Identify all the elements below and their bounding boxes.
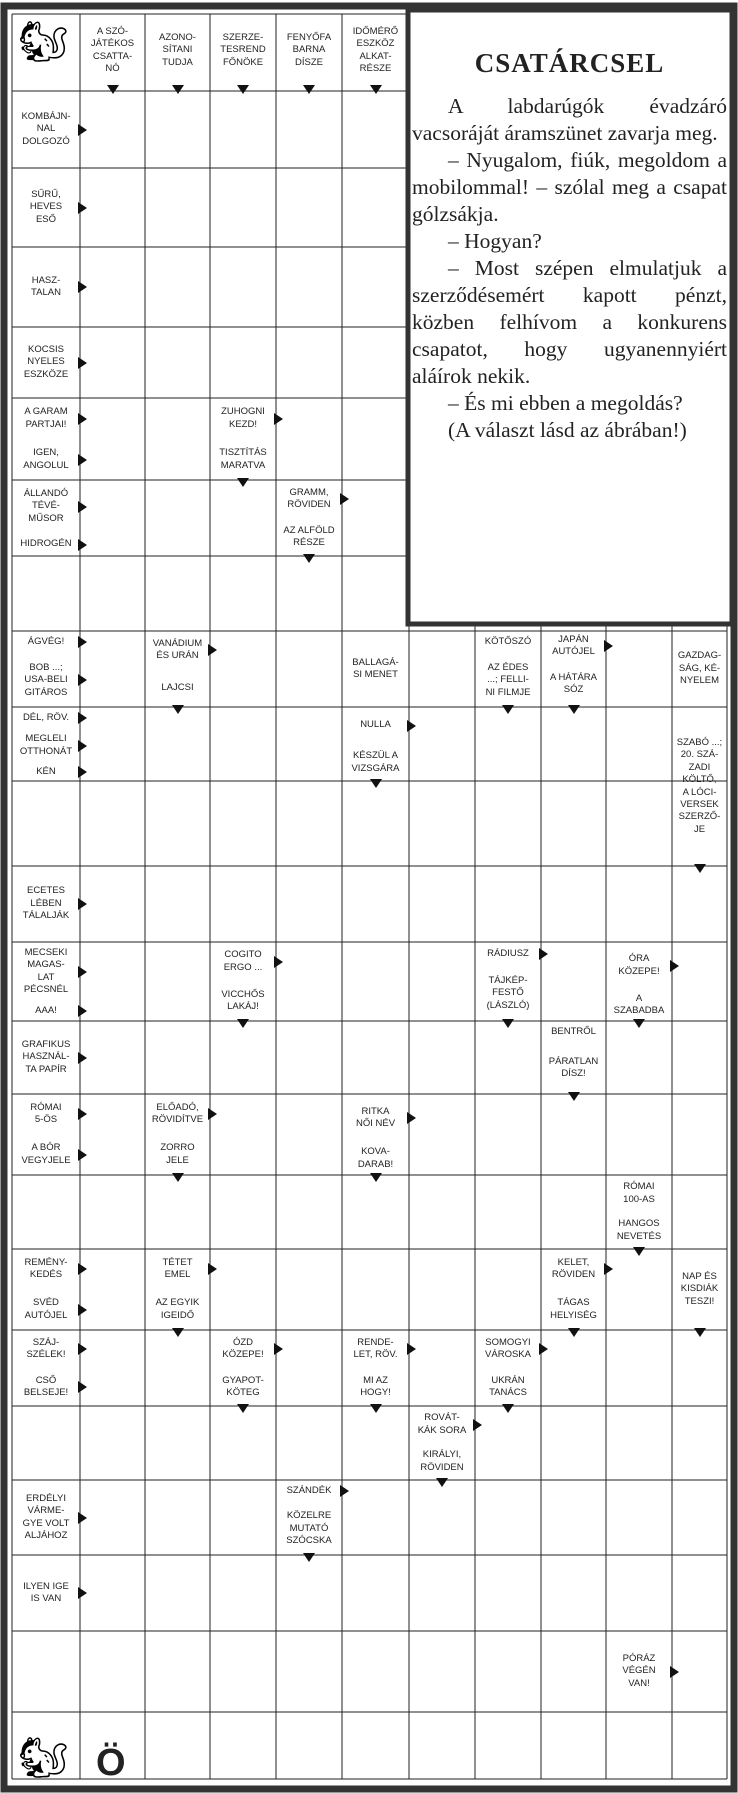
clue-cell: IGEN, ANGOLUL xyxy=(23,447,69,471)
arrow-icon xyxy=(633,1019,645,1028)
clue-cell: NAP ÉS KISDIÁK TESZI! xyxy=(680,1270,719,1307)
clue-cell: CSŐ BELSEJE! xyxy=(23,1374,69,1398)
clue-cell: RENDE- LET, RÖV. xyxy=(353,1336,398,1360)
story-paragraph: – Most szépen elmulatjuk a szerződésemért kapott pénzt, közben felhívom a konkurens csapatot, hogy ugyanennyiért aláírok nekik. xyxy=(412,256,727,388)
arrow-icon xyxy=(436,1478,448,1487)
clue-cell: LAJCSI xyxy=(161,681,194,693)
clue-cell: ELŐADÓ, RÖVIDÍTVE xyxy=(151,1101,204,1126)
clue-cell: DÉL, RÖV. xyxy=(22,711,70,723)
arrow-icon xyxy=(568,705,580,714)
clue-cell: ROVÁT- KÁK SORA xyxy=(417,1412,467,1436)
arrow-icon xyxy=(539,1343,548,1355)
clue-cell: GRAMM, RÖVIDEN xyxy=(287,486,331,510)
arrow-icon xyxy=(107,85,119,94)
clue-cell: A HÁTÁRA SÓZ xyxy=(550,671,597,696)
arrow-icon xyxy=(78,357,87,369)
clue-cell: TÁJKÉP- FESTŐ (LÁSZLÓ) xyxy=(486,974,530,1011)
arrow-icon xyxy=(303,85,315,94)
arrow-icon xyxy=(208,1263,217,1275)
arrow-icon xyxy=(78,281,87,293)
clue-cell: RITKA NŐI NÉV xyxy=(355,1105,396,1130)
arrow-icon xyxy=(78,712,87,724)
clue-cell: AAA! xyxy=(35,1004,57,1016)
clue-cell: KOMBÁJN- NAL DOLGOZÓ xyxy=(21,110,71,147)
clue-cell: TISZTÍTÁS MARATVA xyxy=(219,447,267,471)
arrow-icon xyxy=(78,1304,87,1316)
clue-cell: AZONO- SÍTANI TUDJA xyxy=(159,31,196,68)
clue-cell: KÖZELRE MUTATÓ SZÓCSKA xyxy=(286,1510,332,1546)
arrow-icon xyxy=(78,539,87,551)
arrow-icon xyxy=(670,1666,679,1678)
arrow-icon xyxy=(633,1247,645,1256)
squirrel-icon-bottom: 🐿 xyxy=(18,1736,69,1780)
arrow-icon xyxy=(78,202,87,214)
arrow-icon xyxy=(473,1419,482,1431)
arrow-icon xyxy=(78,740,87,752)
clue-cell: BOB ...; USA-BELI GITÁROS xyxy=(24,661,68,698)
clue-cell: SZÁNDÉK xyxy=(286,1485,332,1497)
arrow-icon xyxy=(237,1404,249,1413)
arrow-icon xyxy=(78,1263,87,1275)
arrow-icon xyxy=(78,454,87,466)
arrow-icon xyxy=(78,966,87,978)
clue-cell: ILYEN IGE IS VAN xyxy=(23,1580,69,1604)
arrow-icon xyxy=(237,85,249,94)
clue-cell: GYAPOT- KÖTEG xyxy=(222,1374,264,1398)
arrow-icon xyxy=(604,1263,613,1275)
clue-cell: TÉTET EMEL xyxy=(162,1256,193,1281)
clue-cell: SZABÓ ...; 20. SZÁ- ZADI KÖLTŐ, A LÓCI- VERSEK SZERZŐ- JE xyxy=(676,737,723,835)
clue-cell: ÁLLANDÓ TÉVÉ- MŰSOR xyxy=(23,488,69,524)
arrow-icon xyxy=(78,124,87,136)
corner-letter: Ö xyxy=(96,1742,126,1784)
arrow-icon xyxy=(78,1343,87,1355)
clue-cell: ERDÉLYI VÁRME- GYE VOLT ALJÁHOZ xyxy=(22,1492,70,1541)
arrow-icon xyxy=(78,1149,87,1161)
arrow-icon xyxy=(78,636,87,648)
clue-cell: ÓZD KÖZEPE! xyxy=(222,1336,264,1360)
arrow-icon xyxy=(370,85,382,94)
arrow-icon xyxy=(303,554,315,563)
clue-cell: KOCSIS NYELES ESZKÖZE xyxy=(23,343,69,380)
clue-cell: A GARAM PARTJAI! xyxy=(24,406,68,430)
clue-cell: RÓMAI 100-AS xyxy=(623,1181,655,1205)
clue-cell: RÓMAI 5-ÖS xyxy=(30,1101,62,1126)
story-paragraph: – Nyugalom, fiúk, megoldom a mobilommal! – szólal meg a csapat gólzsákja. xyxy=(412,148,727,226)
arrow-icon xyxy=(407,720,416,732)
arrow-icon xyxy=(407,1112,416,1124)
clue-cell: ÁGVÉG! xyxy=(27,636,65,648)
clue-cell: KELET, RÖVIDEN xyxy=(551,1256,596,1281)
clue-cell: PÁRATLAN DÍSZ! xyxy=(548,1056,599,1080)
clue-cell: SŰRŰ, HEVES ESŐ xyxy=(29,188,63,225)
arrow-icon xyxy=(303,1553,315,1562)
arrow-icon xyxy=(568,1328,580,1337)
clue-cell: KIRÁLYI, RÖVIDEN xyxy=(420,1449,464,1473)
arrow-icon xyxy=(78,766,87,778)
clue-cell: REMÉNY- KEDÉS xyxy=(24,1256,68,1281)
arrow-icon xyxy=(78,1052,87,1064)
arrow-icon xyxy=(274,1343,283,1355)
arrow-icon xyxy=(172,705,184,714)
story-paragraph: – És mi ebben a megoldás? xyxy=(448,391,683,415)
clue-cell: A BÓR VEGYJELE xyxy=(21,1142,71,1166)
arrow-icon xyxy=(78,1108,87,1120)
arrow-icon xyxy=(370,1173,382,1182)
clue-cell: KOVA- DARAB! xyxy=(357,1146,394,1170)
arrow-icon xyxy=(78,898,87,910)
clue-cell: VICCHŐS LAKÁJ! xyxy=(221,988,265,1013)
arrow-icon xyxy=(370,779,382,788)
clue-cell: JAPÁN AUTÓJEL xyxy=(552,633,595,658)
arrow-icon xyxy=(502,705,514,714)
clue-cell: A SZÓ- JÁTÉKOS CSATTA- NÓ xyxy=(90,25,135,74)
clue-cell: AZ EGYIK IGEIDŐ xyxy=(155,1297,200,1321)
arrow-icon xyxy=(78,413,87,425)
clue-cell: COGITO ERGO ... xyxy=(223,949,263,973)
story-paragraph: – Hogyan? xyxy=(448,229,542,253)
story-paragraph: A labdarúgók évadzáró vacsoráját áramszünet zavarja meg. xyxy=(412,94,727,145)
clue-cell: ECETES LÉBEN TÁLALJÁK xyxy=(22,885,70,922)
clue-cell: HANGOS NEVETÉS xyxy=(616,1218,662,1242)
clue-cell: MECSEKI MAGAS- LAT PÉCSNÉL xyxy=(23,946,69,995)
clue-cell: TÁGAS HELYISÉG xyxy=(550,1297,597,1321)
arrow-icon xyxy=(340,493,349,505)
arrow-icon xyxy=(694,1328,706,1337)
clue-cell: UKRÁN TANÁCS xyxy=(489,1374,527,1398)
arrow-icon xyxy=(78,1005,87,1017)
clue-cell: RÁDIUSZ xyxy=(487,947,529,959)
clue-cell: BENTRŐL xyxy=(551,1025,596,1037)
clue-cell: GRAFIKUS HASZNÁL- TA PAPÍR xyxy=(21,1038,71,1075)
arrow-icon xyxy=(237,478,249,487)
clue-cell: HASZ- TALAN xyxy=(31,274,61,298)
arrow-icon xyxy=(78,501,87,513)
arrow-icon xyxy=(407,1343,416,1355)
squirrel-icon-top: 🐿 xyxy=(18,20,69,64)
clue-cell: NULLA xyxy=(360,719,391,731)
arrow-icon xyxy=(670,960,679,972)
clue-cell: SZERZE- TESREND FŐNÖKE xyxy=(220,31,266,68)
clue-cell: HIDROGÉN xyxy=(20,538,72,550)
clue-cell: GAZDAG- SÁG, KÉ- NYELEM xyxy=(677,650,722,687)
arrow-icon xyxy=(208,644,217,656)
arrow-icon xyxy=(539,948,548,960)
arrow-icon xyxy=(78,674,87,686)
story-title: CSATÁRCSEL xyxy=(474,48,665,78)
clue-cell: VANÁDIUM ÉS URÁN xyxy=(152,637,203,661)
clue-cell: KÉSZÜL A VIZSGÁRA xyxy=(351,750,400,774)
arrow-icon xyxy=(568,1092,580,1101)
arrow-icon xyxy=(604,640,613,652)
clue-cell: ZORRO JELE xyxy=(160,1142,195,1166)
arrow-icon xyxy=(694,864,706,873)
clue-cell: A SZABADBA xyxy=(613,992,665,1017)
clue-cell: MEGLELI OTTHONÁT xyxy=(19,733,73,757)
clue-cell: IDŐMÉRŐ ESZKÖZ ALKAT- RÉSZE xyxy=(352,25,399,74)
story-paragraph: (A választ lásd az ábrában!) xyxy=(448,418,687,442)
arrow-icon xyxy=(502,1404,514,1413)
clue-cell: SVÉD AUTÓJEL xyxy=(24,1297,68,1321)
clue-cell: ZUHOGNI KEZD! xyxy=(221,406,265,430)
arrow-icon xyxy=(78,1512,87,1524)
clue-cell: SOMOGYI VÁROSKA xyxy=(485,1336,531,1360)
clue-cell: AZ ÉDES ...; FELLI- NI FILMJE xyxy=(485,661,531,698)
clue-cell: KÖTŐSZÓ xyxy=(484,636,532,648)
arrow-icon xyxy=(370,1404,382,1413)
arrow-icon xyxy=(502,1019,514,1028)
arrow-icon xyxy=(172,85,184,94)
arrow-icon xyxy=(274,956,283,968)
clue-cell: ÓRA KÖZEPE! xyxy=(618,953,660,977)
arrow-icon xyxy=(340,1485,349,1497)
arrow-icon xyxy=(237,1019,249,1028)
clue-cell: PÓRÁZ VÉGÉN VAN! xyxy=(622,1652,656,1689)
clue-cell: KÉN xyxy=(36,765,56,777)
clue-cell: SZÁJ- SZÉLEK! xyxy=(26,1336,66,1360)
arrow-icon xyxy=(78,1587,87,1599)
arrow-icon xyxy=(78,1381,87,1393)
clue-cell: BALLAGÁ- SI MENET xyxy=(352,656,399,680)
story-box xyxy=(412,14,727,619)
arrow-icon xyxy=(172,1328,184,1337)
arrow-icon xyxy=(208,1108,217,1120)
arrow-icon xyxy=(274,413,283,425)
arrow-icon xyxy=(172,1173,184,1182)
clue-cell: FENYŐFA BARNA DÍSZE xyxy=(286,31,332,68)
clue-cell: AZ ALFÖLD RÉSZE xyxy=(283,524,335,548)
clue-cell: MI AZ HOGY! xyxy=(360,1374,391,1398)
